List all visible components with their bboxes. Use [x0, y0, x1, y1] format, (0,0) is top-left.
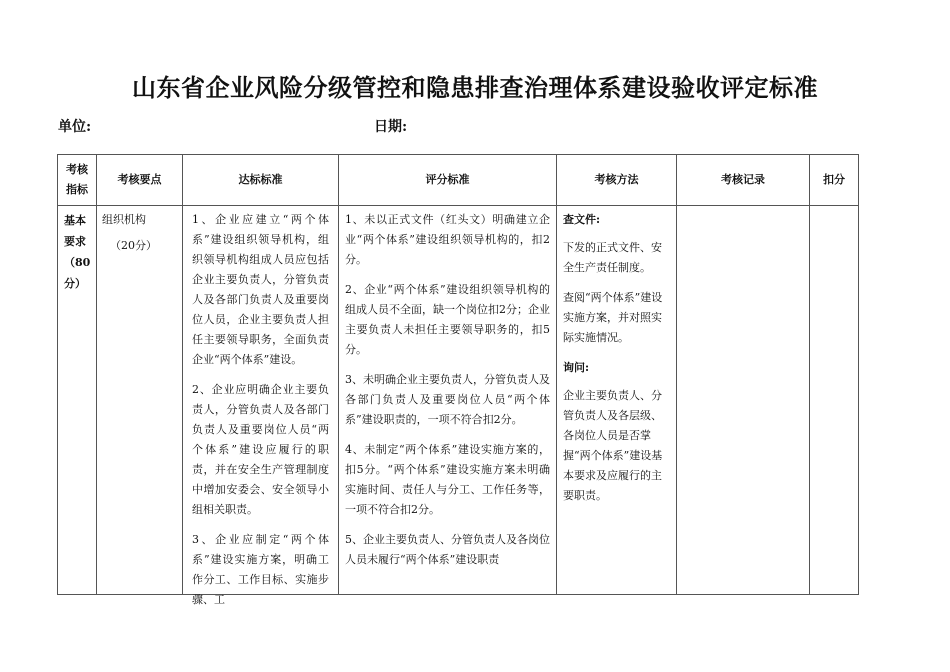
header-key-point: 考核要点 — [97, 155, 183, 206]
header-record: 考核记录 — [677, 155, 810, 206]
header-standards: 达标标准 — [183, 155, 339, 206]
standard-item: 1、企业应建立“两个体系”建设组织领导机构，组织领导机构组成人员应包括企业主要负责人，分管负责人及各部门负责人及重要岗位人员，企业主要负责人担任主要领导职务，全面负责企业“两个体系”建设。 — [192, 213, 329, 366]
key-point-text: 组织机构 — [102, 213, 146, 226]
date-label: 日期: — [374, 119, 408, 135]
key-point-score: （20分） — [110, 239, 157, 252]
document-title: 山东省企业风险分级管控和隐患排查治理体系建设验收评定标准 — [132, 73, 818, 102]
scoring-item: 3、未明确企业主要负责人，分管负责人及各部门负责人及重要岗位人员“两个体系”建设职责的，一项不符合扣2分。 — [345, 373, 550, 426]
method-item: 下发的正式文件、安全生产责任制度。 — [563, 241, 662, 274]
method-item: 企业主要负责人、分管负责人及各层级、各岗位人员是否掌握“两个体系”建设基本要求及应履行的主要职责。 — [563, 389, 663, 502]
header-deduction: 扣分 — [810, 155, 859, 206]
standard-item: 2、企业应明确企业主要负责人，分管负责人及各部门负责人及重要岗位人员“两个体系”建设应履行的职责，并在安全生产管理制度中增加安委会、安全领导小组相关职责。 — [192, 383, 329, 516]
method-item: 查阅“两个体系”建设实施方案，并对照实际实施情况。 — [563, 291, 663, 344]
scoring-item: 4、未制定“两个体系”建设实施方案的，扣5分。“两个体系”建设实施方案未明确实施时间、责任人与分工、工作任务等，一项不符合扣2分。 — [345, 443, 550, 516]
header-scoring: 评分标准 — [339, 155, 557, 206]
key-point-cell — [97, 206, 183, 595]
scoring-item: 2、企业“两个体系”建设组织领导机构的组成人员不全面，缺一个岗位扣2分；企业主要负责人未担任主要领导职务的，扣5分。 — [345, 283, 550, 356]
table-header-row — [58, 155, 859, 206]
check-docs-label: 查文件: — [563, 213, 601, 226]
deduction-cell — [810, 206, 859, 595]
standard-item: 3、企业应制定“两个体系”建设实施方案，明确工作分工、工作目标、实施步骤、工 — [192, 533, 329, 606]
standards-cell — [183, 206, 339, 606]
scoring-item: 1、未以正式文件（红头文）明确建立企业“两个体系”建设组织领导机构的，扣2分。 — [345, 213, 550, 266]
header-method: 考核方法 — [557, 155, 677, 206]
header-indicator: 考核指标 — [58, 155, 97, 206]
scoring-cell — [339, 206, 557, 595]
indicator-cell — [58, 206, 97, 595]
table-row — [58, 206, 859, 595]
inquiry-label: 询问: — [563, 361, 590, 374]
unit-label: 单位: — [58, 119, 92, 135]
method-cell — [557, 206, 677, 595]
evaluation-table — [57, 154, 859, 606]
indicator-text: 基本要求（80分） — [64, 214, 91, 290]
scoring-item: 5、企业主要负责人、分管负责人及各岗位人员未履行“两个体系”建设职责 — [345, 533, 550, 566]
record-cell — [677, 206, 810, 595]
